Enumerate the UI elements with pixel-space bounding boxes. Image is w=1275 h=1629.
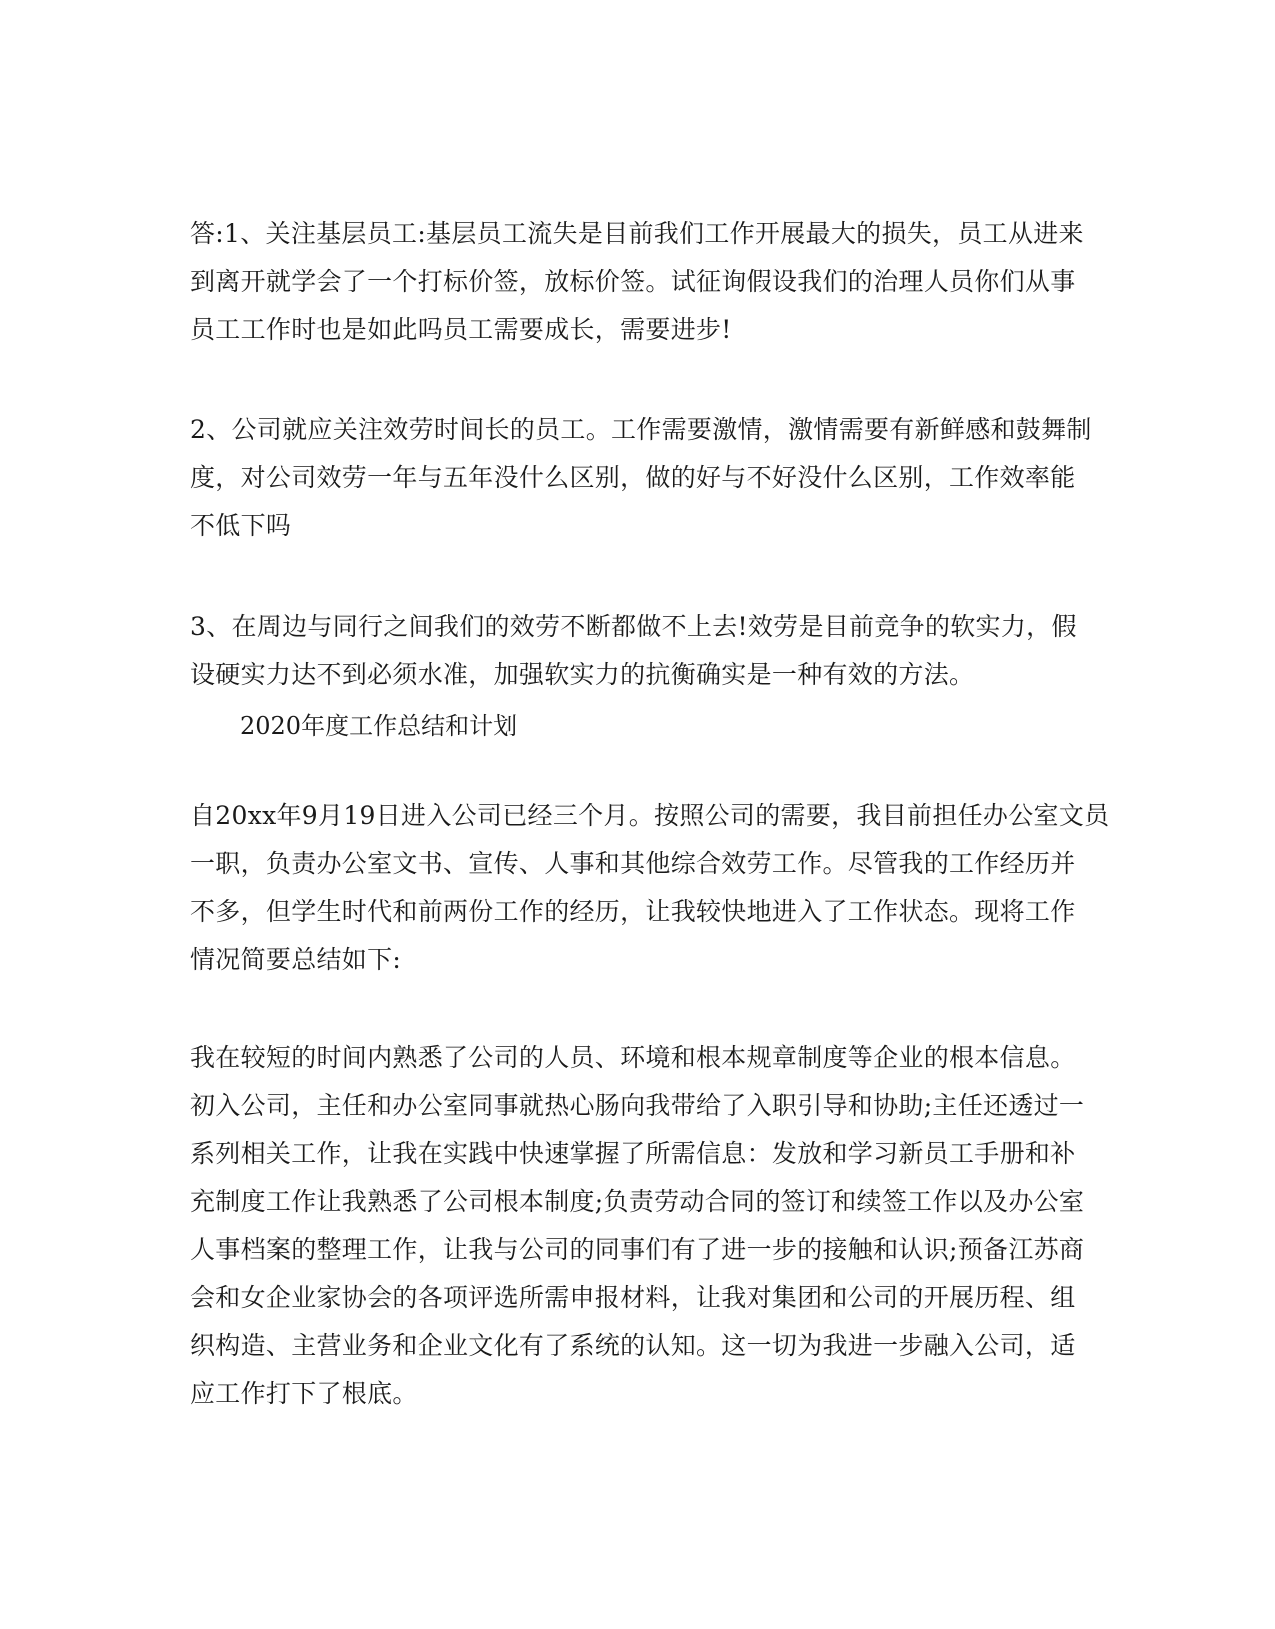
text-line: 应工作打下了根底。 <box>190 1379 418 1408</box>
text-line: 一职，负责办公室文书、宣传、人事和其他综合效劳工作。尽管我的工作经历并 <box>190 849 1076 878</box>
text-line: 人事档案的整理工作，让我与公司的同事们有了进一步的接触和认识;预备江苏商 <box>190 1235 1085 1264</box>
text-line: 我在较短的时间内熟悉了公司的人员、环境和根本规章制度等企业的根本信息。 <box>190 1043 1076 1072</box>
paragraph-4 <box>190 792 1110 984</box>
text-line: 设硬实力达不到必须水准，加强软实力的抗衡确实是一种有效的方法。 <box>190 660 975 689</box>
text-line: 到离开就学会了一个打标价签，放标价签。试征询假设我们的治理人员你们从事 <box>190 267 1076 296</box>
text-line: 员工工作时也是如此吗员工需要成长，需要进步! <box>190 315 732 344</box>
text-line: 充制度工作让我熟悉了公司根本制度;负责劳动合同的签订和续签工作以及办公室 <box>190 1187 1085 1216</box>
text-line: 3、在周边与同行之间我们的效劳不断都做不上去!效劳是目前竞争的软实力，假 <box>190 612 1077 641</box>
paragraph-2 <box>190 406 1090 550</box>
text-line: 初入公司，主任和办公室同事就热心肠向我带给了入职引导和协助;主任还透过一 <box>190 1091 1085 1120</box>
text-line: 度，对公司效劳一年与五年没什么区别，做的好与不好没什么区别，工作效率能 <box>190 463 1076 492</box>
text-line: 自20xx年9月19日进入公司已经三个月。按照公司的需要，我目前担任办公室文员 <box>190 801 1110 830</box>
paragraph-1 <box>190 210 1090 354</box>
text-line: 系列相关工作，让我在实践中快速掌握了所需信息：发放和学习新员工手册和补 <box>190 1139 1076 1168</box>
text-line: 情况简要总结如下: <box>190 945 402 974</box>
paragraph-5 <box>190 1034 1090 1418</box>
section-heading: 2020年度工作总结和计划 <box>240 712 518 740</box>
text-line: 答:1、关注基层员工:基层员工流失是目前我们工作开展最大的损失，员工从进来 <box>190 219 1084 248</box>
text-line: 不低下吗 <box>190 511 292 540</box>
text-line: 会和女企业家协会的各项评选所需申报材料，让我对集团和公司的开展历程、组 <box>190 1283 1076 1312</box>
text-line: 不多，但学生时代和前两份工作的经历，让我较快地进入了工作状态。现将工作 <box>190 897 1076 926</box>
text-line: 2、公司就应关注效劳时间长的员工。工作需要激情，激情需要有新鲜感和鼓舞制 <box>190 415 1092 444</box>
paragraph-3 <box>190 603 1090 699</box>
text-line: 织构造、主营业务和企业文化有了系统的认知。这一切为我进一步融入公司，适 <box>190 1331 1076 1360</box>
